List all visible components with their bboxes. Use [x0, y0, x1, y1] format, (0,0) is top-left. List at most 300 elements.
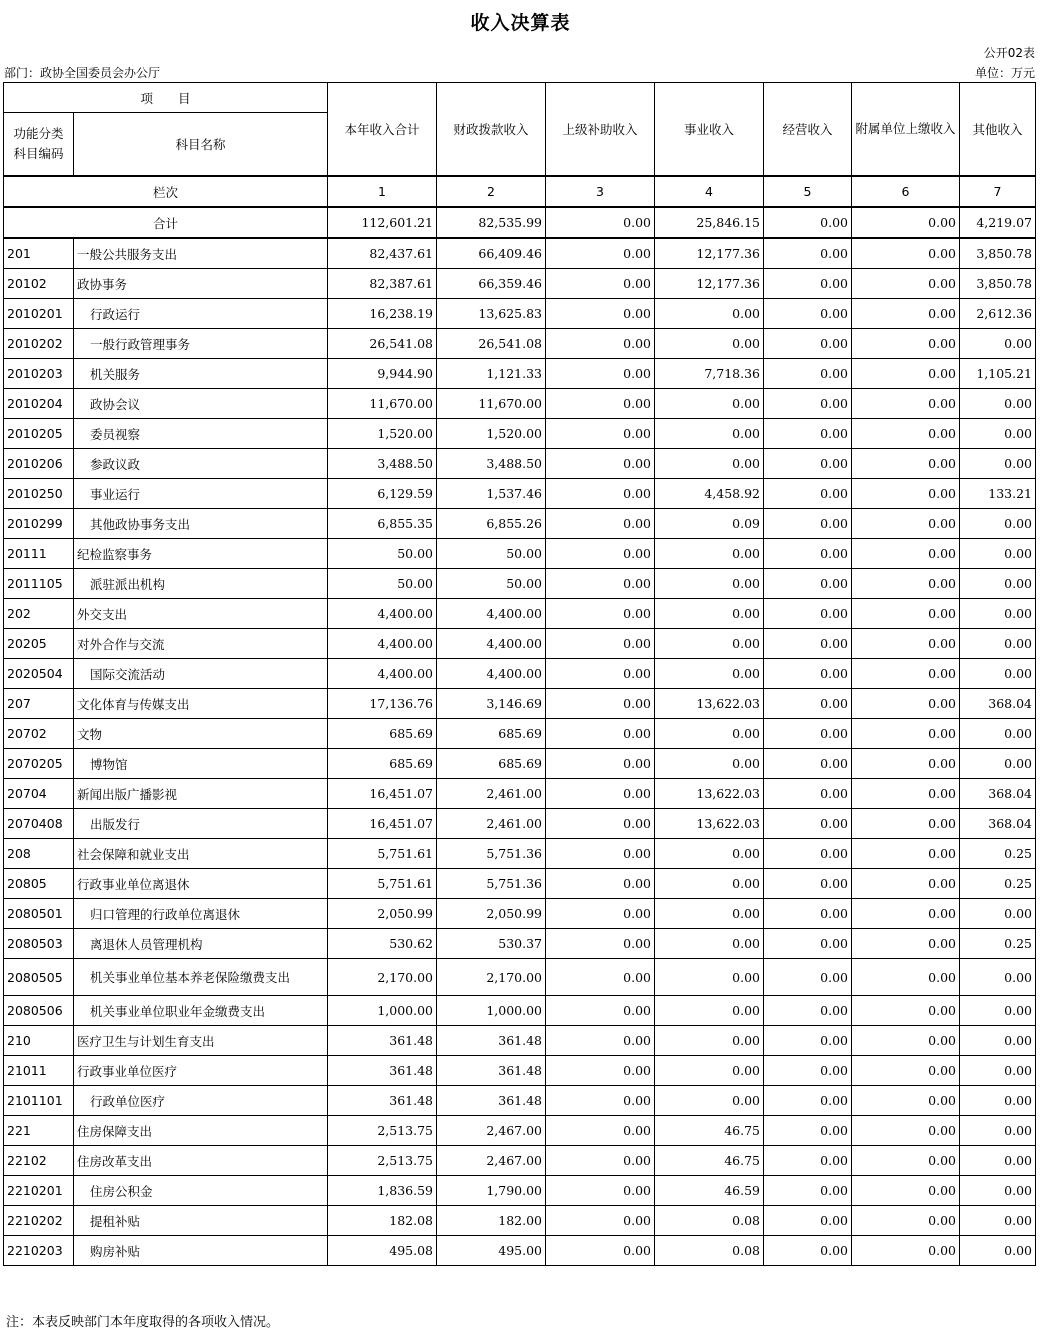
value-cell: 0.00: [546, 299, 655, 329]
subject-name: 出版发行: [74, 809, 328, 839]
total-cell: 112,601.21: [328, 207, 437, 238]
value-cell: 0.00: [655, 959, 764, 996]
col-header-2: 财政拨款收入: [437, 83, 546, 177]
value-cell: 0.00: [852, 839, 960, 869]
total-cell: 0.00: [764, 207, 852, 238]
subject-code: 21011: [4, 1056, 74, 1086]
col-header-6: 附属单位上缴收入: [852, 83, 960, 177]
value-cell: 0.00: [655, 629, 764, 659]
value-cell: 46.75: [655, 1146, 764, 1176]
col-header-7: 其他收入: [960, 83, 1036, 177]
subject-code: 20102: [4, 269, 74, 299]
subject-name: 其他政协事务支出: [74, 509, 328, 539]
table-row: [4, 869, 1036, 899]
value-cell: 1,537.46: [437, 479, 546, 509]
value-cell: 7,718.36: [655, 359, 764, 389]
total-cell: 0.00: [546, 207, 655, 238]
value-cell: 182.08: [328, 1206, 437, 1236]
value-cell: 16,451.07: [328, 809, 437, 839]
subject-name: 政协事务: [74, 269, 328, 299]
value-cell: 0.00: [546, 996, 655, 1026]
value-cell: 0.00: [655, 719, 764, 749]
value-cell: 0.08: [655, 1236, 764, 1266]
table-row: [4, 929, 1036, 959]
value-cell: 3,488.50: [328, 449, 437, 479]
form-number: 公开02表: [983, 46, 1035, 60]
value-cell: 0.00: [546, 329, 655, 359]
subject-name: 行政单位医疗: [74, 1086, 328, 1116]
value-cell: 0.00: [764, 419, 852, 449]
value-cell: 361.48: [328, 1086, 437, 1116]
value-cell: 0.00: [764, 1206, 852, 1236]
subject-code: 2210202: [4, 1206, 74, 1236]
value-cell: 0.00: [852, 269, 960, 299]
value-cell: 0.00: [655, 929, 764, 959]
value-cell: 685.69: [437, 749, 546, 779]
value-cell: 0.00: [546, 659, 655, 689]
value-cell: 0.00: [764, 599, 852, 629]
subject-code: 2010203: [4, 359, 74, 389]
value-cell: 2,513.75: [328, 1116, 437, 1146]
value-cell: 0.00: [852, 659, 960, 689]
table-row: [4, 1026, 1036, 1056]
index-cell: 1: [328, 176, 437, 207]
table-row: [4, 449, 1036, 479]
value-cell: 0.00: [852, 1236, 960, 1266]
value-cell: 0.00: [655, 419, 764, 449]
value-cell: 6,129.59: [328, 479, 437, 509]
value-cell: 0.00: [960, 419, 1036, 449]
subject-code: 2210201: [4, 1176, 74, 1206]
value-cell: 0.00: [852, 419, 960, 449]
subject-name: 博物馆: [74, 749, 328, 779]
value-cell: 0.00: [764, 1086, 852, 1116]
table-row: [4, 1146, 1036, 1176]
value-cell: 0.00: [960, 719, 1036, 749]
index-cell: 2: [437, 176, 546, 207]
subject-name: 住房改革支出: [74, 1146, 328, 1176]
value-cell: 0.00: [960, 1206, 1036, 1236]
subject-code: 20111: [4, 539, 74, 569]
table-row: [4, 299, 1036, 329]
value-cell: 5,751.36: [437, 869, 546, 899]
value-cell: 0.00: [546, 1086, 655, 1116]
value-cell: 0.00: [546, 1236, 655, 1266]
value-cell: 3,850.78: [960, 269, 1036, 299]
table-row: [4, 269, 1036, 299]
value-cell: 0.00: [655, 539, 764, 569]
value-cell: 82,437.61: [328, 238, 437, 269]
value-cell: 0.00: [546, 749, 655, 779]
value-cell: 0.00: [764, 689, 852, 719]
subject-code: 2080503: [4, 929, 74, 959]
value-cell: 13,622.03: [655, 809, 764, 839]
table-row: [4, 629, 1036, 659]
subject-name: 医疗卫生与计划生育支出: [74, 1026, 328, 1056]
value-cell: 0.00: [655, 899, 764, 929]
subject-name: 提租补贴: [74, 1206, 328, 1236]
value-cell: 0.00: [960, 539, 1036, 569]
value-cell: 0.00: [655, 1026, 764, 1056]
value-cell: 4,400.00: [437, 659, 546, 689]
value-cell: 685.69: [328, 749, 437, 779]
table-row: [4, 479, 1036, 509]
subject-code: 210: [4, 1026, 74, 1056]
value-cell: 1,520.00: [328, 419, 437, 449]
value-cell: 6,855.26: [437, 509, 546, 539]
table-row: [4, 809, 1036, 839]
value-cell: 4,458.92: [655, 479, 764, 509]
value-cell: 50.00: [328, 539, 437, 569]
value-cell: 0.00: [852, 779, 960, 809]
value-cell: 3,146.69: [437, 689, 546, 719]
index-cell: 6: [852, 176, 960, 207]
value-cell: 0.00: [852, 299, 960, 329]
value-cell: 0.00: [960, 599, 1036, 629]
value-cell: 0.00: [852, 329, 960, 359]
value-cell: 5,751.36: [437, 839, 546, 869]
subject-code: 20704: [4, 779, 74, 809]
subject-name: 归口管理的行政单位离退休: [74, 899, 328, 929]
value-cell: 0.00: [546, 959, 655, 996]
value-cell: 0.00: [852, 929, 960, 959]
subject-name: 国际交流活动: [74, 659, 328, 689]
value-cell: 9,944.90: [328, 359, 437, 389]
value-cell: 0.00: [546, 479, 655, 509]
value-cell: 17,136.76: [328, 689, 437, 719]
total-cell: 25,846.15: [655, 207, 764, 238]
subject-code: 2010299: [4, 509, 74, 539]
subject-code: 2080501: [4, 899, 74, 929]
value-cell: 0.00: [546, 779, 655, 809]
value-cell: 0.00: [852, 1086, 960, 1116]
value-cell: 0.00: [764, 629, 852, 659]
table-body: [4, 238, 1036, 1266]
value-cell: 26,541.08: [437, 329, 546, 359]
value-cell: 0.00: [764, 809, 852, 839]
value-cell: 2,513.75: [328, 1146, 437, 1176]
value-cell: 2,467.00: [437, 1146, 546, 1176]
value-cell: 0.00: [852, 599, 960, 629]
table-row: [4, 839, 1036, 869]
value-cell: 0.00: [852, 996, 960, 1026]
index-cell: 7: [960, 176, 1036, 207]
value-cell: 0.00: [852, 569, 960, 599]
subject-name: 委员视察: [74, 419, 328, 449]
value-cell: 16,451.07: [328, 779, 437, 809]
table-row: [4, 389, 1036, 419]
department-label: 部门：政协全国委员会办公厅: [4, 66, 161, 80]
subject-name: 机关事业单位职业年金缴费支出: [74, 996, 328, 1026]
value-cell: 0.00: [852, 389, 960, 419]
value-cell: 361.48: [328, 1026, 437, 1056]
table-row: [4, 1206, 1036, 1236]
value-cell: 0.00: [655, 1086, 764, 1116]
value-cell: 1,520.00: [437, 419, 546, 449]
subject-name: 离退休人员管理机构: [74, 929, 328, 959]
value-cell: 0.00: [764, 479, 852, 509]
value-cell: 182.00: [437, 1206, 546, 1236]
code-col-header: 功能分类 科目编码: [4, 113, 74, 177]
subject-code: 2210203: [4, 1236, 74, 1266]
value-cell: 0.00: [852, 719, 960, 749]
subject-code: 20702: [4, 719, 74, 749]
value-cell: 0.00: [764, 839, 852, 869]
value-cell: 66,409.46: [437, 238, 546, 269]
value-cell: 0.25: [960, 839, 1036, 869]
value-cell: 46.59: [655, 1176, 764, 1206]
value-cell: 0.00: [960, 1146, 1036, 1176]
total-cell: 0.00: [852, 207, 960, 238]
value-cell: 1,121.33: [437, 359, 546, 389]
index-label: 栏次: [4, 176, 328, 207]
value-cell: 0.00: [655, 389, 764, 419]
value-cell: 0.00: [764, 899, 852, 929]
value-cell: 495.00: [437, 1236, 546, 1266]
value-cell: 4,400.00: [328, 629, 437, 659]
subject-code: 2010250: [4, 479, 74, 509]
value-cell: 5,751.61: [328, 839, 437, 869]
value-cell: 0.00: [655, 329, 764, 359]
index-cell: 5: [764, 176, 852, 207]
value-cell: 46.75: [655, 1116, 764, 1146]
value-cell: 0.25: [960, 869, 1036, 899]
value-cell: 0.00: [764, 869, 852, 899]
subject-name: 住房保障支出: [74, 1116, 328, 1146]
value-cell: 0.00: [546, 899, 655, 929]
value-cell: 0.00: [764, 449, 852, 479]
subject-code: 202: [4, 599, 74, 629]
value-cell: 0.00: [546, 238, 655, 269]
value-cell: 0.00: [655, 599, 764, 629]
subject-name: 文化体育与传媒支出: [74, 689, 328, 719]
value-cell: 0.00: [655, 299, 764, 329]
table-row: [4, 359, 1036, 389]
value-cell: 50.00: [437, 539, 546, 569]
value-cell: 0.00: [546, 869, 655, 899]
value-cell: 0.25: [960, 929, 1036, 959]
table-row: [4, 509, 1036, 539]
subject-name: 机关事业单位基本养老保险缴费支出: [74, 959, 328, 996]
value-cell: 0.00: [546, 719, 655, 749]
value-cell: 82,387.61: [328, 269, 437, 299]
value-cell: 0.00: [764, 1116, 852, 1146]
subject-code: 2080505: [4, 959, 74, 996]
value-cell: 0.00: [960, 1086, 1036, 1116]
value-cell: 13,622.03: [655, 689, 764, 719]
value-cell: 0.00: [852, 1116, 960, 1146]
name-col-header: 科目名称: [74, 113, 328, 177]
value-cell: 11,670.00: [328, 389, 437, 419]
subject-code: 20805: [4, 869, 74, 899]
value-cell: 0.00: [764, 269, 852, 299]
value-cell: 0.00: [764, 359, 852, 389]
value-cell: 1,000.00: [328, 996, 437, 1026]
total-cell: 82,535.99: [437, 207, 546, 238]
value-cell: 0.00: [764, 299, 852, 329]
subject-code: 22102: [4, 1146, 74, 1176]
value-cell: 0.00: [764, 996, 852, 1026]
value-cell: 2,050.99: [328, 899, 437, 929]
total-label: 合计: [4, 207, 328, 238]
subject-name: 外交支出: [74, 599, 328, 629]
value-cell: 2,467.00: [437, 1116, 546, 1146]
table-row: [4, 899, 1036, 929]
subject-name: 纪检监察事务: [74, 539, 328, 569]
table-row: [4, 569, 1036, 599]
value-cell: 2,170.00: [437, 959, 546, 996]
table-row: [4, 539, 1036, 569]
value-cell: 66,359.46: [437, 269, 546, 299]
value-cell: 0.00: [655, 659, 764, 689]
subject-code: 2070408: [4, 809, 74, 839]
value-cell: 50.00: [437, 569, 546, 599]
value-cell: 0.00: [546, 1146, 655, 1176]
value-cell: 2,170.00: [328, 959, 437, 996]
value-cell: 2,461.00: [437, 779, 546, 809]
index-cell: 3: [546, 176, 655, 207]
value-cell: 0.00: [764, 959, 852, 996]
value-cell: 0.00: [764, 329, 852, 359]
value-cell: 0.00: [546, 839, 655, 869]
value-cell: 4,400.00: [328, 599, 437, 629]
value-cell: 0.00: [764, 1236, 852, 1266]
value-cell: 12,177.36: [655, 269, 764, 299]
subject-code: 201: [4, 238, 74, 269]
value-cell: 2,050.99: [437, 899, 546, 929]
value-cell: 0.00: [960, 659, 1036, 689]
table-row: [4, 996, 1036, 1026]
value-cell: 0.00: [960, 329, 1036, 359]
value-cell: 0.08: [655, 1206, 764, 1236]
value-cell: 6,855.35: [328, 509, 437, 539]
table-row: [4, 779, 1036, 809]
subject-name: 购房补贴: [74, 1236, 328, 1266]
table-row: [4, 689, 1036, 719]
value-cell: 16,238.19: [328, 299, 437, 329]
footnote: 注：本表反映部门本年度取得的各项收入情况。: [6, 1315, 280, 1330]
col-header-4: 事业收入: [655, 83, 764, 177]
value-cell: 0.00: [960, 1116, 1036, 1146]
value-cell: 0.00: [852, 359, 960, 389]
value-cell: 0.00: [852, 1146, 960, 1176]
col-header-5: 经营收入: [764, 83, 852, 177]
subject-code: 2080506: [4, 996, 74, 1026]
subject-code: 2070205: [4, 749, 74, 779]
unit-label: 单位：万元: [974, 66, 1035, 80]
value-cell: 133.21: [960, 479, 1036, 509]
value-cell: 0.00: [546, 1206, 655, 1236]
value-cell: 0.00: [546, 449, 655, 479]
value-cell: 0.00: [852, 509, 960, 539]
value-cell: 0.00: [960, 996, 1036, 1026]
value-cell: 3,850.78: [960, 238, 1036, 269]
value-cell: 2,461.00: [437, 809, 546, 839]
table-row: [4, 1176, 1036, 1206]
value-cell: 0.00: [546, 599, 655, 629]
value-cell: 0.00: [764, 539, 852, 569]
value-cell: 0.00: [546, 359, 655, 389]
value-cell: 0.00: [546, 1176, 655, 1206]
value-cell: 50.00: [328, 569, 437, 599]
value-cell: 0.00: [852, 1056, 960, 1086]
value-cell: 0.00: [764, 1176, 852, 1206]
page-title: 收入决算表: [470, 12, 571, 34]
value-cell: 0.00: [546, 389, 655, 419]
value-cell: 0.00: [546, 269, 655, 299]
table-row: [4, 1056, 1036, 1086]
subject-name: 住房公积金: [74, 1176, 328, 1206]
value-cell: 0.00: [852, 749, 960, 779]
table-row: [4, 1086, 1036, 1116]
value-cell: 1,836.59: [328, 1176, 437, 1206]
income-table: [3, 82, 1036, 1266]
subject-code: 2101101: [4, 1086, 74, 1116]
value-cell: 0.00: [655, 569, 764, 599]
value-cell: 0.00: [960, 1026, 1036, 1056]
subject-name: 机关服务: [74, 359, 328, 389]
subject-code: 2010201: [4, 299, 74, 329]
value-cell: 368.04: [960, 779, 1036, 809]
subject-code: 2010205: [4, 419, 74, 449]
value-cell: 530.62: [328, 929, 437, 959]
value-cell: 0.00: [546, 629, 655, 659]
table-row: [4, 749, 1036, 779]
subject-code: 221: [4, 1116, 74, 1146]
value-cell: 0.00: [546, 929, 655, 959]
subject-name: 行政运行: [74, 299, 328, 329]
value-cell: 1,790.00: [437, 1176, 546, 1206]
table-row: [4, 719, 1036, 749]
value-cell: 0.00: [852, 869, 960, 899]
table-row: [4, 238, 1036, 269]
value-cell: 0.00: [764, 1026, 852, 1056]
value-cell: 0.00: [960, 449, 1036, 479]
subject-code: 207: [4, 689, 74, 719]
table-row: [4, 419, 1036, 449]
value-cell: 361.48: [328, 1056, 437, 1086]
value-cell: 1,105.21: [960, 359, 1036, 389]
subject-name: 行政事业单位离退休: [74, 869, 328, 899]
value-cell: 13,622.03: [655, 779, 764, 809]
value-cell: 361.48: [437, 1086, 546, 1116]
value-cell: 368.04: [960, 689, 1036, 719]
value-cell: 0.00: [546, 689, 655, 719]
value-cell: 0.00: [852, 449, 960, 479]
value-cell: 0.00: [546, 509, 655, 539]
value-cell: 0.00: [852, 689, 960, 719]
value-cell: 0.00: [546, 419, 655, 449]
value-cell: 0.00: [764, 238, 852, 269]
value-cell: 0.00: [764, 389, 852, 419]
subject-name: 一般公共服务支出: [74, 238, 328, 269]
value-cell: 0.00: [764, 1056, 852, 1086]
table-row: [4, 1236, 1036, 1266]
col-header-3: 上级补助收入: [546, 83, 655, 177]
value-cell: 0.00: [852, 539, 960, 569]
table-row: [4, 599, 1036, 629]
value-cell: 0.00: [546, 809, 655, 839]
value-cell: 0.00: [852, 479, 960, 509]
value-cell: 12,177.36: [655, 238, 764, 269]
subject-code: 2010202: [4, 329, 74, 359]
value-cell: 685.69: [328, 719, 437, 749]
value-cell: 0.00: [960, 509, 1036, 539]
value-cell: 0.00: [655, 1056, 764, 1086]
item-header: 项 目: [4, 83, 328, 113]
value-cell: 4,400.00: [437, 629, 546, 659]
subject-name: 行政事业单位医疗: [74, 1056, 328, 1086]
